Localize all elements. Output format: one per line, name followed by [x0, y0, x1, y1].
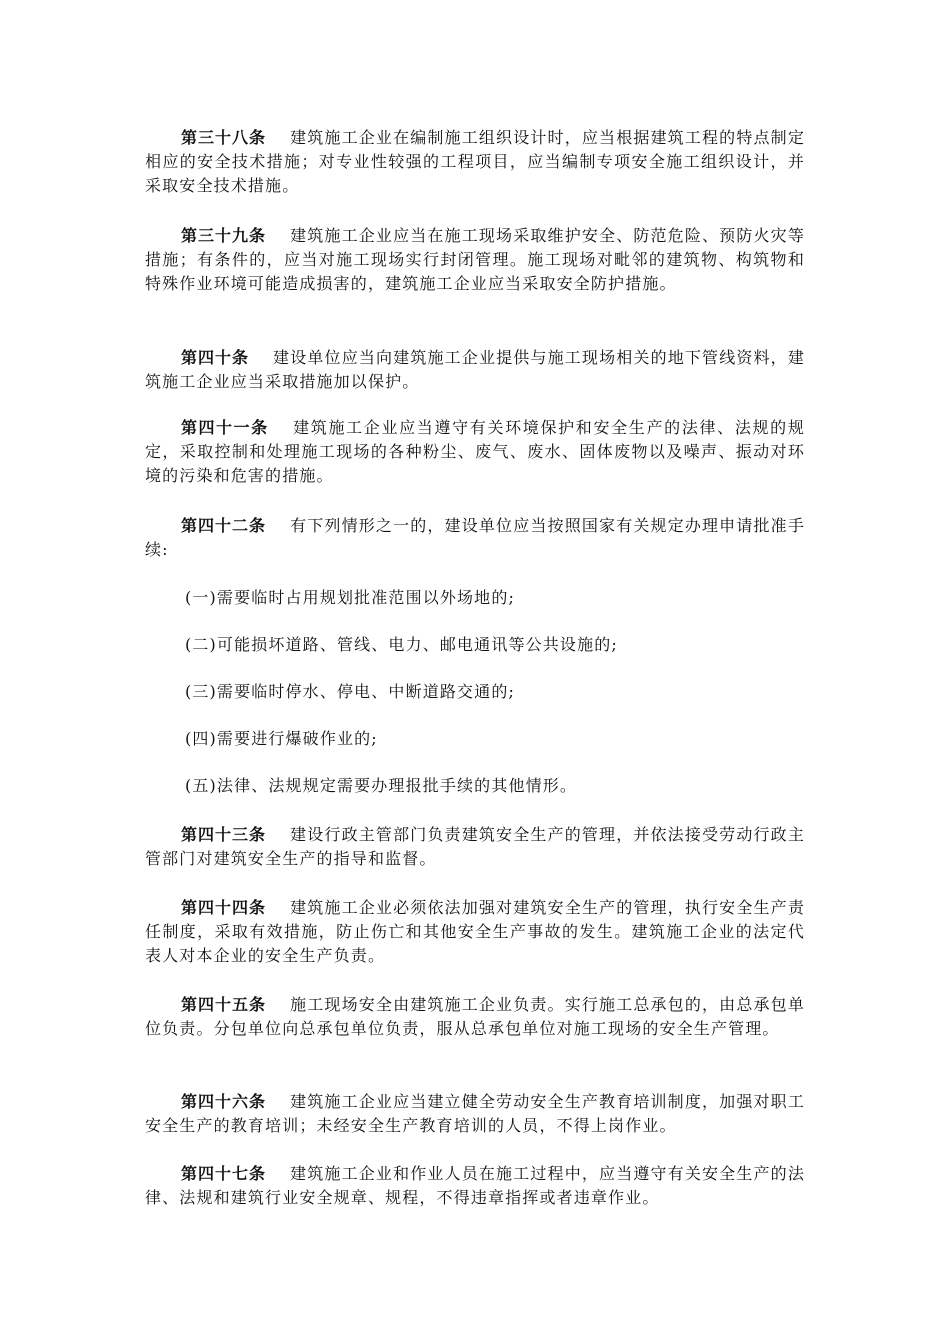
list-item: (一)需要临时占用规划批准范围以外场地的;	[185, 588, 516, 607]
article-text: 建筑施工企业必须依法加强对建筑安全生产的管理，执行安全生产责任制度，采取有效措施，防止伤亡和其他安全生产事故的发生。建筑施工企业的法定代表人对本企业的安全生产负责。	[145, 898, 805, 965]
list-item: (三)需要临时停水、停电、中断道路交通的;	[185, 682, 516, 701]
article-46	[145, 1090, 805, 1138]
article-number: 第四十一条	[181, 418, 269, 437]
article-39	[145, 224, 805, 296]
list-item: (五)法律、法规规定需要办理报批手续的其他情形。	[185, 776, 578, 795]
article-number: 第三十九条	[181, 226, 267, 245]
article-text: 有下列情形之一的，建设单位应当按照国家有关规定办理申请批准手续:	[145, 516, 805, 559]
article-text: 建筑施工企业应当遵守有关环境保护和安全生产的法律、法规的规定，采取控制和处理施工现场的各种粉尘、废气、废水、固体废物以及噪声、振动对环境的污染和危害的措施。	[145, 418, 805, 485]
list-item: (二)可能损坏道路、管线、电力、邮电通讯等公共设施的;	[185, 635, 618, 654]
article-number: 第四十五条	[181, 995, 267, 1014]
article-40	[145, 346, 805, 394]
article-47	[145, 1162, 805, 1210]
article-44	[145, 896, 805, 968]
article-42	[145, 514, 805, 562]
article-number: 第四十六条	[181, 1092, 267, 1111]
article-number: 第三十八条	[181, 128, 267, 147]
article-text: 建设单位应当向建筑施工企业提供与施工现场相关的地下管线资料，建筑施工企业应当采取措施加以保护。	[145, 348, 805, 391]
article-45	[145, 993, 805, 1041]
article-number: 第四十条	[181, 348, 250, 367]
article-number: 第四十四条	[181, 898, 267, 917]
article-41	[145, 416, 805, 488]
article-text: 建设行政主管部门负责建筑安全生产的管理，并依法接受劳动行政主管部门对建筑安全生产的指导和监督。	[145, 825, 805, 868]
list-item: (四)需要进行爆破作业的;	[185, 729, 378, 748]
article-text: 建筑施工企业在编制施工组织设计时，应当根据建筑工程的特点制定相应的安全技术措施；对专业性较强的工程项目，应当编制专项安全施工组织设计，并采取安全技术措施。	[145, 128, 805, 195]
article-number: 第四十二条	[181, 516, 267, 535]
article-text: 建筑施工企业和作业人员在施工过程中，应当遵守有关安全生产的法律、法规和建筑行业安全规章、规程，不得违章指挥或者违章作业。	[145, 1164, 805, 1207]
article-text: 建筑施工企业应当在施工现场采取维护安全、防范危险、预防火灾等措施；有条件的，应当对施工现场实行封闭管理。施工现场对毗邻的建筑物、构筑物和特殊作业环境可能造成损害的，建筑施工企业应当采取安全防护措施。	[145, 226, 805, 293]
article-text: 建筑施工企业应当建立健全劳动安全生产教育培训制度，加强对职工安全生产的教育培训；未经安全生产教育培训的人员，不得上岗作业。	[145, 1092, 805, 1135]
article-number: 第四十七条	[181, 1164, 267, 1183]
article-number: 第四十三条	[181, 825, 267, 844]
article-38	[145, 126, 805, 198]
article-43	[145, 823, 805, 871]
article-text: 施工现场安全由建筑施工企业负责。实行施工总承包的，由总承包单位负责。分包单位向总承包单位负责，服从总承包单位对施工现场的安全生产管理。	[145, 995, 805, 1038]
